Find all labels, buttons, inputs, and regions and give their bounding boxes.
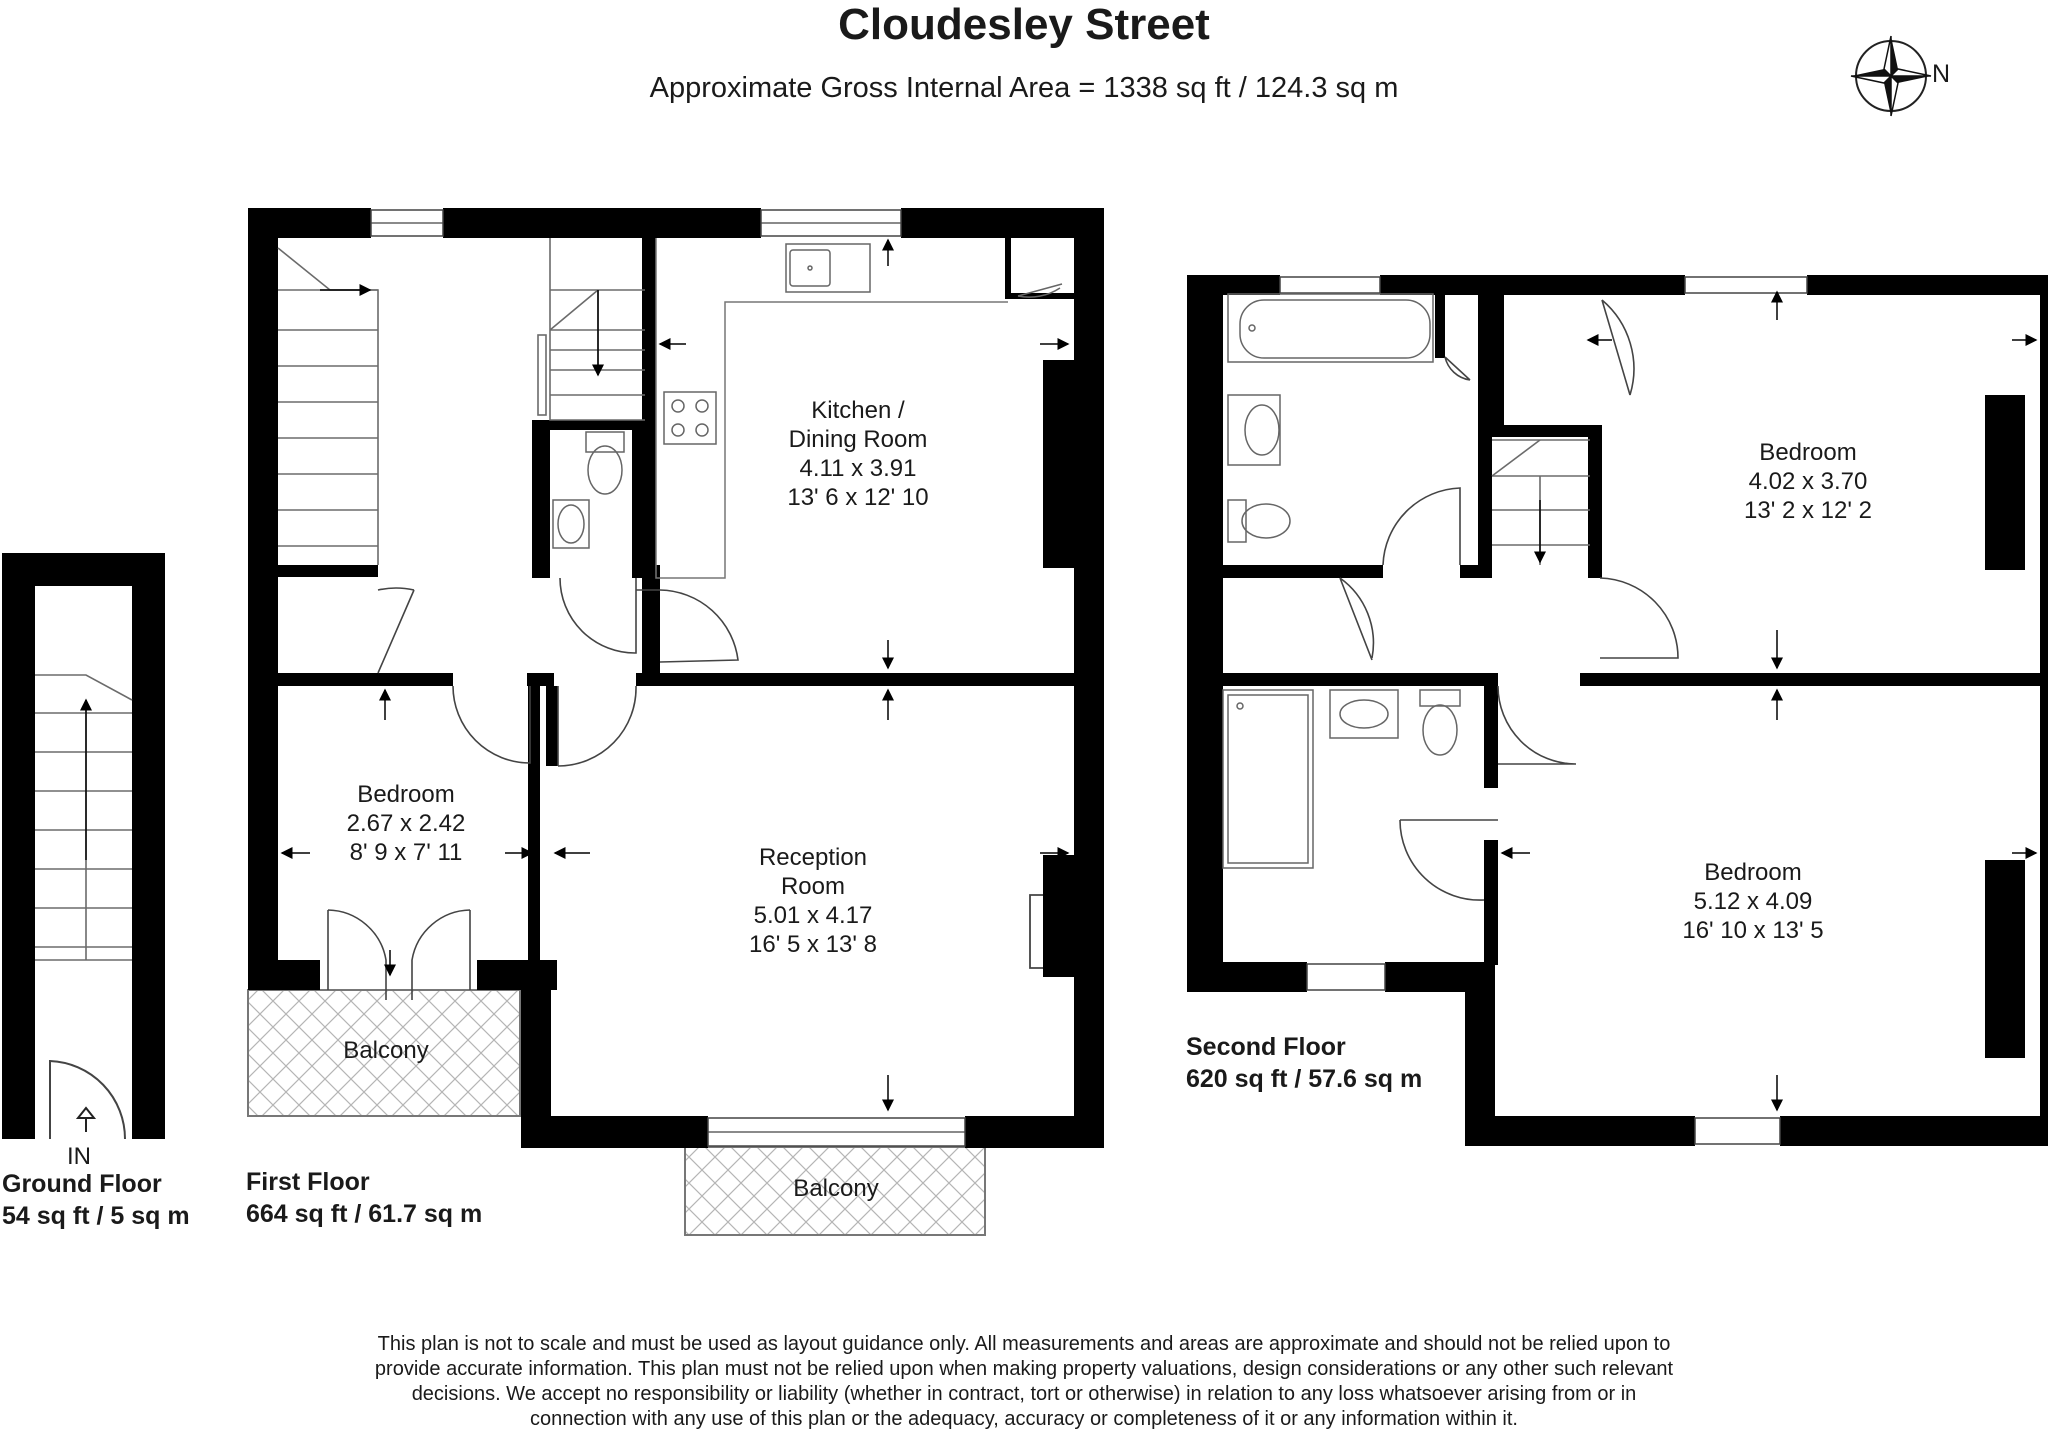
ground-floor-area: 54 sq ft / 5 sq m bbox=[2, 1202, 190, 1230]
ground-floor-plan bbox=[2, 553, 165, 1139]
first-floor-name: First Floor bbox=[246, 1168, 370, 1196]
shower-room-basin-icon bbox=[1330, 690, 1398, 738]
disclaimer-line-4: connection with any use of this plan or the adequacy, accuracy or completeness of it or any information within it. bbox=[530, 1408, 1518, 1430]
second-floor-wc-icon bbox=[1228, 500, 1290, 542]
second-floor-area: 620 sq ft / 57.6 sq m bbox=[1186, 1065, 1423, 1093]
entrance-label: IN bbox=[67, 1143, 91, 1170]
second-floor-top-bedroom-label bbox=[1744, 438, 1872, 525]
first-floor-plan bbox=[248, 208, 1104, 1235]
ground-floor-name: Ground Floor bbox=[2, 1170, 162, 1198]
first-floor-stairs-left bbox=[278, 248, 378, 565]
hob-icon bbox=[664, 392, 716, 444]
reception-metric: 5.01 x 4.17 bbox=[753, 902, 873, 929]
kitchen-imperial: 13' 6 x 12' 10 bbox=[787, 484, 929, 511]
bottom-bedroom-metric: 5.12 x 4.09 bbox=[1693, 888, 1813, 915]
shower-tray-icon bbox=[1223, 690, 1313, 868]
entrance-arrow-icon bbox=[78, 1108, 94, 1132]
kitchen-name-line2: Dining Room bbox=[788, 426, 928, 453]
reception-room-label bbox=[749, 843, 877, 959]
disclaimer-line-1: This plan is not to scale and must be used as layout guidance only. All measurements and areas are approximate and should not be relied upon to bbox=[377, 1333, 1671, 1355]
first-floor-wc-icon bbox=[586, 432, 624, 494]
top-bedroom-imperial: 13' 2 x 12' 2 bbox=[1744, 497, 1872, 524]
shower-room-wc-icon bbox=[1420, 690, 1460, 755]
disclaimer bbox=[0, 1332, 2048, 1432]
bottom-balcony-label: Balcony bbox=[793, 1175, 879, 1202]
ground-floor-entrance-door bbox=[50, 1061, 125, 1139]
second-floor-basin-icon bbox=[1228, 395, 1280, 465]
top-bedroom-name: Bedroom bbox=[1759, 439, 1857, 466]
reception-name-line2: Room bbox=[780, 873, 846, 900]
second-floor-doors bbox=[1340, 300, 1678, 900]
reception-name-line1: Reception bbox=[758, 844, 868, 871]
kitchen-dining-label bbox=[787, 396, 928, 512]
gross-internal-area: Approximate Gross Internal Area = 1338 sq ft / 124.3 sq m bbox=[649, 72, 1399, 104]
bottom-bedroom-name: Bedroom bbox=[1704, 859, 1802, 886]
disclaimer-line-2: provide accurate information. This plan must not be relied upon when making property valuations, design considerations or any other such relevant bbox=[374, 1358, 1674, 1380]
second-floor-bath-icon bbox=[1228, 294, 1433, 362]
second-floor-plan bbox=[1187, 275, 2048, 1146]
kitchen-sink-icon bbox=[786, 244, 870, 292]
second-floor-name: Second Floor bbox=[1186, 1033, 1346, 1061]
ground-floor-label bbox=[2, 1168, 190, 1232]
second-floor-stairs bbox=[1492, 440, 1590, 565]
reception-imperial: 16' 5 x 13' 8 bbox=[749, 931, 877, 958]
first-floor-stairs-middle bbox=[538, 238, 645, 420]
top-bedroom-metric: 4.02 x 3.70 bbox=[1748, 468, 1868, 495]
first-floor-area: 664 sq ft / 61.7 sq m bbox=[246, 1200, 483, 1228]
kitchen-metric: 4.11 x 3.91 bbox=[799, 455, 917, 482]
first-floor-basin-icon bbox=[553, 500, 589, 548]
disclaimer-line-3: decisions. We accept no responsibility or liability (whether in contract, tort or otherwise) in relation to any loss whatsoever arising from or in bbox=[411, 1383, 1637, 1405]
first-bedroom-name: Bedroom bbox=[357, 781, 455, 808]
second-floor-bottom-bedroom-label bbox=[1682, 858, 1823, 945]
bottom-bedroom-imperial: 16' 10 x 13' 5 bbox=[1682, 917, 1824, 944]
second-floor-label bbox=[1186, 1031, 1422, 1095]
first-floor-label bbox=[246, 1166, 482, 1230]
first-bedroom-metric: 2.67 x 2.42 bbox=[346, 810, 466, 837]
kitchen-name-line1: Kitchen / bbox=[811, 397, 905, 424]
left-balcony-label: Balcony bbox=[343, 1037, 429, 1064]
first-bedroom-imperial: 8' 9 x 7' 11 bbox=[349, 839, 463, 866]
first-floor-bedroom-label bbox=[347, 780, 466, 867]
ground-floor-stairs bbox=[35, 675, 132, 960]
north-label: N bbox=[1932, 60, 1951, 88]
page-title: Cloudesley Street bbox=[838, 0, 1210, 49]
